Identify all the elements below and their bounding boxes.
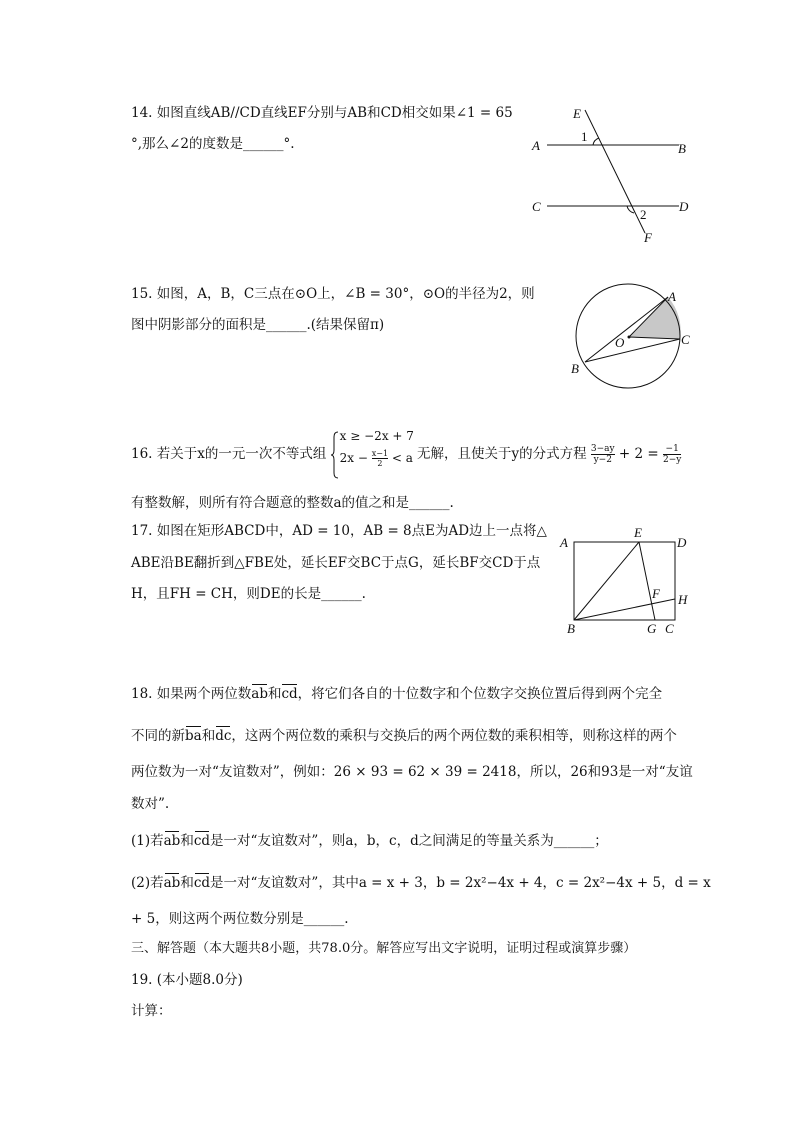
label-a: A [532,138,540,153]
system-row-2: 2x − $\frac{x-1}{2}$ < a [339,448,413,468]
q18-line3: 两位数为一对“友谊数对”，例如：26 × 93 = 62 × 39 = 2418，所以，26和93是一对“友谊 [131,764,693,780]
rectangle-abcd [574,542,675,620]
q16-prefix: 16. 若关于x的一元一次不等式组 [131,446,327,462]
q19-body: 计算： [131,1003,172,1019]
q18-part1: (1)若ab和cd是一对“友谊数对”，则a，b，c，d之间满足的等量关系为______； [131,833,608,849]
q18-line4: 数对”. [131,796,170,812]
q17-line1: 17. 如图在矩形ABCD中，AD = 10，AB = 8点E为AD边上一点将△ [131,523,547,539]
label-e: E [634,525,642,540]
q18-part2: (2)若ab和cd是一对“友谊数对”，其中a = x + 3，b = 2x²−4x + 4，c = 2x²−4x + 5，d = x [131,875,711,891]
q15-figure [565,280,700,400]
angle-1-arc [593,138,599,145]
number-dc: dc [215,728,232,744]
number-ba: ba [185,728,202,744]
q15-line1: 15. 如图，A，B，C三点在⊙O上，∠B = 30°，⊙O的半径为2，则 [131,286,535,302]
fraction-equation: $\frac{3-ay}{y-2}$ + 2 = $\frac{-1}{2-y}$ [590,444,682,465]
label-o: O [615,335,625,350]
number-cd: cd [281,686,298,702]
label-c: C [532,199,541,214]
q16-mid: 无解，且使关于y的分式方程 [416,446,587,462]
q19-heading: 19. (本小题8.0分) [131,972,243,988]
label-f: F [644,230,652,245]
label-a: A [668,289,676,304]
label-g: G [647,621,657,636]
label-b: B [571,361,579,376]
label-b: B [567,621,575,636]
number-ab: ab [251,686,268,702]
q18-line1: 18. 如果两个两位数ab和cd，将它们各自的十位数字和个位数字交换位置后得到两个完全 [131,686,663,702]
q17-line2: ABE沿BE翻折到△FBE处，延长EF交BC于点G，延长BF交CD于点 [131,555,541,571]
label-c: C [681,332,690,347]
label-b: B [678,141,686,156]
q17-line3: H，且FH = CH，则DE的长是______. [131,586,366,602]
system-row-1: x ≥ −2x + 7 [339,428,414,443]
q14-figure [525,100,700,245]
label-d: D [679,199,689,214]
label-angle-2: 2 [640,207,647,222]
section-3-heading: 三、解答题（本大题共8小题，共78.0分。解答应写出文字说明，证明过程或演算步骤） [131,941,637,956]
segment-eg [639,542,655,620]
label-a: A [560,535,568,550]
label-d: D [677,535,687,550]
label-angle-1: 1 [581,129,588,144]
q14-line2: °,那么∠2的度数是______°. [131,136,295,152]
label-f: F [652,586,660,601]
label-h: H [678,592,688,607]
q18-line2: 不同的新ba和dc，这两个两位数的乘积与交换后的两个两位数的乘积相等，则称这样的两个 [131,728,677,744]
q16-line1 [131,428,682,468]
q14-line1: 14. 如图直线AB//CD直线EF分别与AB和CD相交如果∠1 = 65 [131,105,513,121]
q15-line2: 图中阴影部分的面积是______.(结果保留π) [131,317,385,333]
label-e: E [573,106,581,121]
inequality-system [331,428,414,468]
q16-line2: 有整数解，则所有符合题意的整数a的值之和是______. [131,495,454,511]
q17-figure [555,525,700,640]
angle-2-arc [627,206,634,213]
center-o [628,336,631,339]
label-c: C [665,621,674,636]
system-brace [331,431,339,479]
line-ef [585,110,645,233]
q18-part2-cont: + 5，则这两个两位数分别是______. [131,911,349,927]
